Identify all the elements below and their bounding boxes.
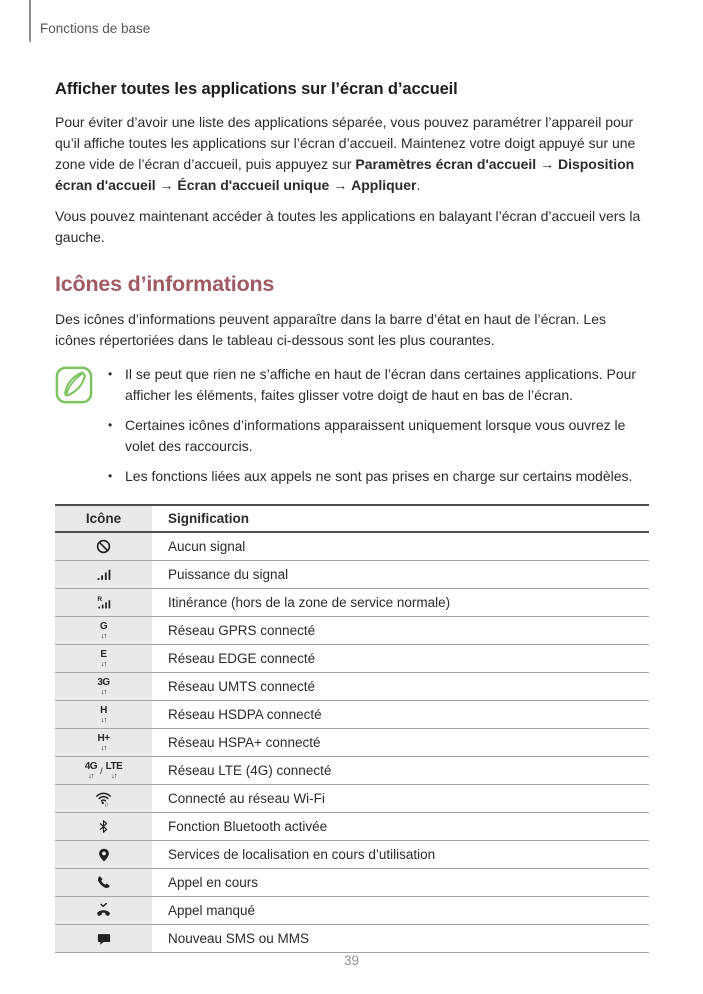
network-icon-group [97, 734, 109, 752]
table-row [55, 897, 649, 925]
network-gprs-icon [55, 617, 152, 644]
table-cell-meaning: Réseau EDGE connecté [168, 651, 316, 666]
network-letter-stack [97, 678, 109, 696]
note-item-text: Certaines icônes d’informations apparaissent uniquement lorsque vous ouvrez le volet des raccourcis. [125, 417, 626, 454]
signal-strength-icon [55, 561, 152, 588]
table-cell-meaning: Services de localisation en cours d’utilisation [168, 847, 436, 862]
page-content [55, 80, 649, 953]
table-row [55, 757, 649, 785]
slash-separator: / [100, 765, 103, 776]
table-cell-meaning: Fonction Bluetooth activée [168, 819, 328, 834]
svg-text:↓↑: ↓↑ [104, 802, 109, 807]
note-pencil-icon [55, 364, 93, 487]
network-icon-group [85, 762, 123, 780]
updown-arrows-icon: ↓↑ [111, 770, 117, 780]
note-block [55, 364, 649, 487]
note-item [105, 415, 649, 457]
updown-arrows-icon: ↓↑ [100, 686, 107, 696]
bullet-dot: • [108, 469, 113, 483]
table-cell-meaning: Connecté au réseau Wi-Fi [168, 791, 325, 806]
paragraph-status-icons: Des icônes d’informations peuvent apparaître dans la barre d’état en haut de l’écran. Les icônes répertoriées dans le tableau ci-dessous sont les plus courantes. [55, 311, 607, 348]
network-letter-stack [100, 622, 107, 640]
status-icon-table [55, 504, 649, 953]
network-letter: H+ [97, 732, 110, 744]
network-icon-group [100, 650, 106, 668]
table-cell-meaning: Appel manqué [168, 903, 256, 918]
sms-icon [55, 925, 152, 952]
location-icon [55, 841, 152, 868]
network-edge-icon [55, 645, 152, 672]
table-cell-meaning: Nouveau SMS ou MMS [168, 931, 310, 946]
page-number: 39 [343, 953, 360, 968]
table-cell-meaning: Réseau LTE (4G) connecté [168, 763, 332, 778]
table-row [55, 841, 649, 869]
bluetooth-icon [55, 813, 152, 840]
network-hsdpa-icon [55, 701, 152, 728]
table-header-meaning: Signification [168, 511, 249, 526]
svg-text:R: R [97, 596, 103, 604]
table-row [55, 645, 649, 673]
note-item-text: Les fonctions liées aux appels ne sont pas prises en charge sur certains modèles. [125, 468, 633, 484]
bullet-dot: • [108, 418, 113, 432]
table-row [55, 729, 649, 757]
table-cell-meaning: Aucun signal [168, 539, 246, 554]
table-row [55, 785, 649, 813]
section-title: Afficher toutes les applications sur l’écran d’accueil [55, 80, 458, 98]
network-icon-group [100, 706, 107, 724]
table-row [55, 589, 649, 617]
note-item [105, 466, 649, 487]
table-cell-meaning: Réseau GPRS connecté [168, 623, 316, 638]
updown-arrows-icon: ↓↑ [100, 658, 107, 668]
wifi-icon [55, 785, 152, 812]
no-signal-icon [55, 533, 152, 560]
note-item-text: Il se peut que rien ne s’affiche en haut de l’écran dans certaines applications. Pour afficher les éléments, faites glisser votre doigt de haut en bas de l’écran. [125, 366, 637, 403]
table-row [55, 813, 649, 841]
network-letter: G [99, 620, 108, 632]
table-row [55, 925, 649, 953]
table-cell-meaning: Puissance du signal [168, 567, 289, 582]
icon-table-body [55, 533, 649, 953]
table-cell-meaning: Appel en cours [168, 875, 259, 890]
network-letter-stack [85, 762, 97, 780]
network-icon-group [97, 678, 109, 696]
table-cell-meaning: Itinérance (hors de la zone de service normale) [168, 595, 451, 610]
network-letter: 3G [97, 676, 110, 688]
network-letter: H [100, 704, 107, 716]
table-row [55, 673, 649, 701]
table-row [55, 701, 649, 729]
network-letter-stack [100, 706, 107, 724]
network-icon-group [100, 622, 107, 640]
network-letter-stack [100, 650, 106, 668]
network-letter-stack [97, 734, 109, 752]
call-icon [55, 869, 152, 896]
paragraph-swipe-left: Vous pouvez maintenant accéder à toutes les applications en balayant l’écran d’accueil vers la gauche. [55, 208, 641, 245]
updown-arrows-icon: ↓↑ [100, 714, 107, 724]
table-row [55, 561, 649, 589]
chapter-title: Icônes d’informations [55, 272, 275, 296]
updown-arrows-icon: ↓↑ [88, 770, 94, 780]
updown-arrows-icon: ↓↑ [100, 742, 107, 752]
table-header-icon: Icône [55, 506, 152, 531]
table-row [55, 533, 649, 561]
breadcrumb: Fonctions de base [40, 21, 151, 36]
network-umts-icon [55, 673, 152, 700]
table-cell-meaning: Réseau HSPA+ connecté [168, 735, 321, 750]
network-letter: E [100, 648, 107, 660]
updown-arrows-icon: ↓↑ [100, 630, 107, 640]
network-letter: LTE [105, 760, 123, 772]
table-row [55, 617, 649, 645]
note-item-list [105, 364, 649, 487]
table-cell-meaning: Réseau UMTS connecté [168, 679, 316, 694]
network-lte-icon [55, 757, 152, 784]
roaming-icon [55, 589, 152, 616]
table-row [55, 869, 649, 897]
missed-call-icon [55, 897, 152, 924]
bullet-dot: • [108, 367, 113, 381]
network-letter: 4G [84, 760, 98, 772]
table-header-row [55, 506, 649, 533]
paragraph-apps-homescreen: Pour éviter d’avoir une liste des applications séparée, vous pouvez paramétrer l’appareil pour qu’il affiche toutes les applications sur l’écran d’accueil. Maintenez votre doigt appuyé sur une zone vide de l’écran d’accueil, puis appuyez sur Paramètres écran d'accueil → Disposition écran d'accueil → Écran d'accueil unique → Appliquer. [55, 114, 636, 193]
table-cell-meaning: Réseau HSDPA connecté [168, 707, 322, 722]
network-letter-stack [106, 762, 123, 780]
network-hspa-plus-icon [55, 729, 152, 756]
note-item [105, 364, 649, 406]
header-vertical-rule [29, 0, 31, 42]
